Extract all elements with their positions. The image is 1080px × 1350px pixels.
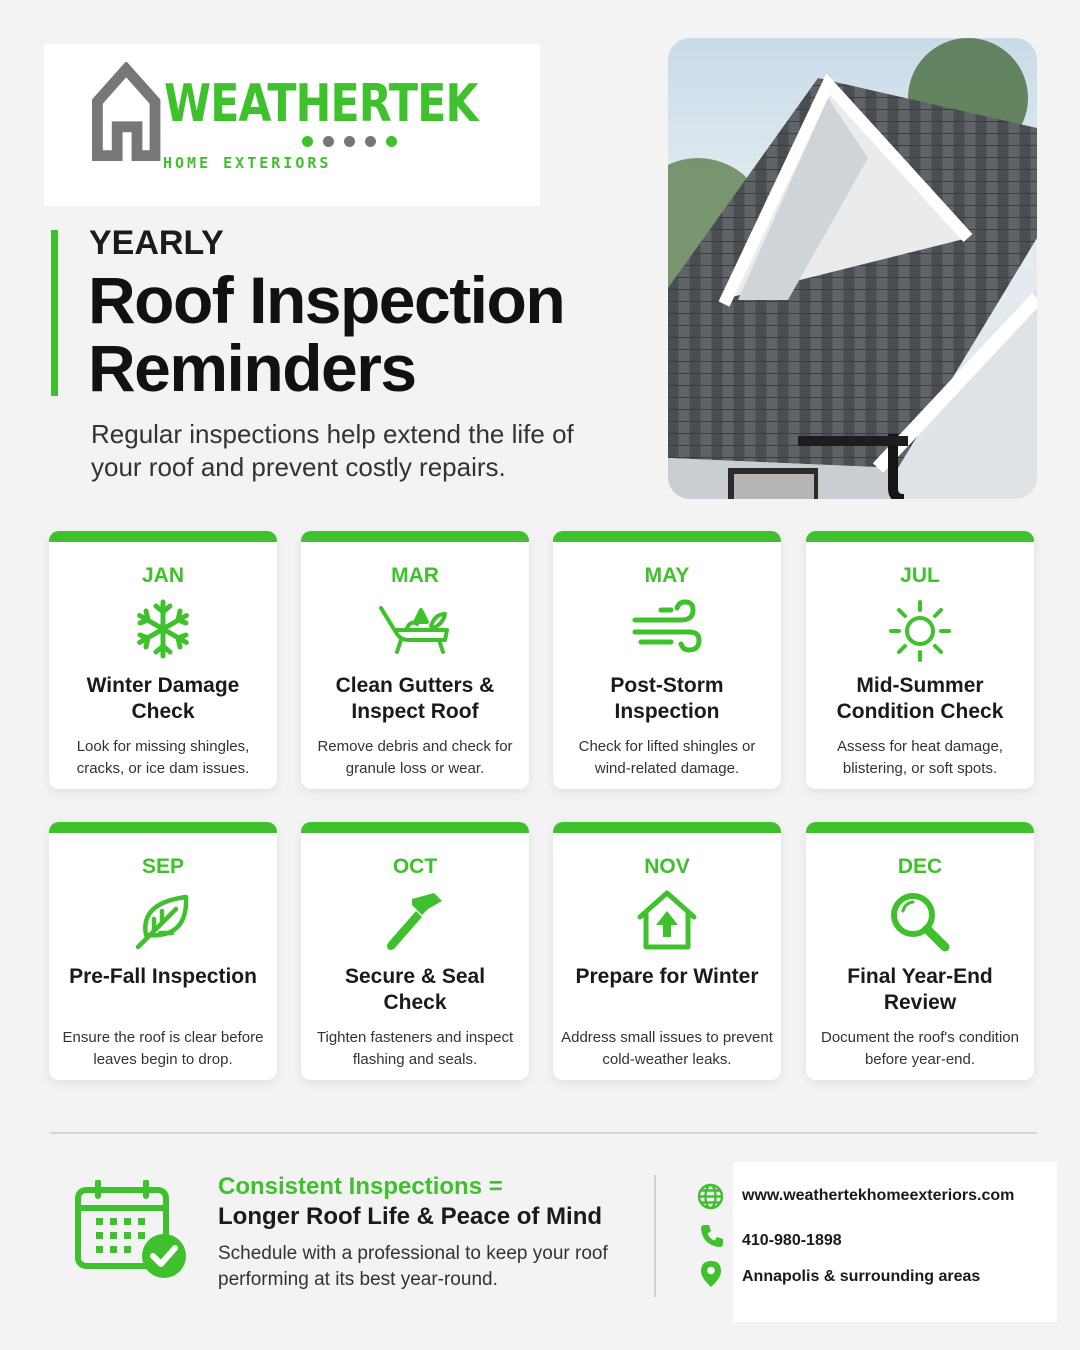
month-label: OCT <box>392 855 438 878</box>
card-title: Final Year-End Review <box>847 965 993 1014</box>
location-pin-icon <box>700 1260 722 1288</box>
month-card-sep <box>49 822 277 1080</box>
month-label: NOV <box>644 855 690 878</box>
card-title: Post-Storm Inspection <box>610 674 724 723</box>
month-label: SEP <box>141 855 185 878</box>
card-description: Look for missing shingles, cracks, or ice dam issues. <box>76 738 250 777</box>
phone-icon <box>699 1223 725 1249</box>
gutter-leaves-icon <box>377 598 453 660</box>
wind-icon <box>631 598 703 660</box>
card-title: Winter Damage Check <box>86 674 240 723</box>
logo <box>44 44 540 206</box>
month-label: MAR <box>391 564 439 587</box>
month-label: MAY <box>644 564 690 587</box>
snowflake-icon <box>132 598 194 660</box>
card-description: Document the roof's condition before year-end. <box>821 1029 1019 1068</box>
footer-body: Schedule with a professional to keep your roof performing at its best year-round. <box>218 1243 608 1290</box>
brand-name: WEATHERTEK <box>164 74 478 134</box>
month-card-mar <box>301 531 529 789</box>
brand-subtitle: HOME EXTERIORS <box>163 154 332 172</box>
card-description: Check for lifted shingles or wind-related damage. <box>578 738 756 777</box>
page-title <box>88 263 565 405</box>
month-label: DEC <box>897 855 943 878</box>
heading-accent-bar <box>51 230 58 396</box>
footer-headline-accent: Consistent Inspections = <box>218 1173 503 1200</box>
magnifier-icon <box>887 889 953 955</box>
card-description: Remove debris and check for granule loss or wear. <box>317 738 513 777</box>
roof-photo <box>668 38 1037 499</box>
service-area: Annapolis & surrounding areas <box>742 1268 981 1285</box>
page-title-line1: Roof Inspection <box>88 263 565 337</box>
heading-kicker: YEARLY <box>89 224 224 262</box>
month-label: JAN <box>141 564 184 587</box>
globe-icon <box>697 1183 724 1210</box>
card-title: Pre-Fall Inspection <box>69 965 257 988</box>
leaf-icon <box>132 889 194 951</box>
logo-dots <box>302 136 397 147</box>
card-description: Ensure the roof is clear before leaves begin to drop. <box>62 1029 264 1068</box>
footer-headline: Longer Roof Life & Peace of Mind <box>218 1203 603 1230</box>
card-description: Tighten fasteners and inspect flashing and seals. <box>316 1029 514 1068</box>
card-title: Prepare for Winter <box>575 965 759 988</box>
card-title: Clean Gutters & Inspect Roof <box>335 674 495 723</box>
page-subtitle: Regular inspections help extend the life of your roof and prevent costly repairs. <box>91 419 574 482</box>
sun-icon <box>887 598 953 664</box>
website-link[interactable]: www.weathertekhomeexteriors.com <box>742 1187 1015 1204</box>
calendar-check-icon <box>74 1180 186 1280</box>
card-title: Secure & Seal Check <box>344 965 486 1014</box>
page-title-line2: Reminders <box>88 331 416 405</box>
footer-divider <box>50 1132 1037 1134</box>
house-logo-icon <box>92 62 172 162</box>
month-card-nov <box>553 822 781 1080</box>
month-card-oct <box>301 822 529 1080</box>
footer-vertical-divider <box>654 1175 656 1297</box>
month-label: JUL <box>900 564 940 587</box>
phone-link[interactable]: 410-980-1898 <box>742 1232 842 1249</box>
card-description: Address small issues to prevent cold-weather leaks. <box>561 1029 773 1068</box>
month-card-may <box>553 531 781 789</box>
house-arrow-icon <box>634 889 700 951</box>
card-description: Assess for heat damage, blistering, or soft spots. <box>837 738 1003 777</box>
month-card-jan <box>49 531 277 789</box>
card-title: Mid-Summer Condition Check <box>836 674 1004 723</box>
hammer-icon <box>382 889 448 955</box>
month-card-jul <box>806 531 1034 789</box>
month-card-dec <box>806 822 1034 1080</box>
